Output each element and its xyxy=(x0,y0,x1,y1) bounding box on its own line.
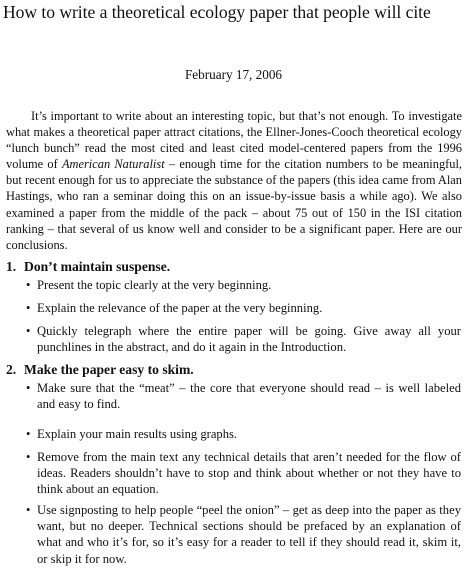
document-title: How to write a theoretical ecology paper that people will cite xyxy=(3,2,431,22)
section-heading-1 xyxy=(6,259,170,275)
bullet-text: Explain the relevance of the paper at the very beginning. xyxy=(37,301,323,315)
bullet-text: Use signposting to help people “peel the onion” – get as deep into the paper as they want, but no deeper. Technical sections should be prefaced by an explanation of what and who it’s for, so it’s easy for a reader to tell if they should read it, skim it, or skip it for now. xyxy=(37,503,461,566)
document-date: February 17, 2006 xyxy=(184,67,283,82)
bullet-icon: • xyxy=(26,427,31,441)
bullet-text: Remove from the main text any technical details that aren’t needed for the flow of ideas. Readers shouldn’t have to stop and think about whether or not they have to think about an equation. xyxy=(37,450,461,497)
bullet-icon: • xyxy=(26,450,31,464)
intro-paragraph xyxy=(6,108,462,253)
bullet-text: Quickly telegraph where the entire paper will be going. Give away all your punchlines in the abstract, and do it again in the Introduction. xyxy=(37,324,461,355)
bullet-icon: • xyxy=(26,301,31,315)
section-heading-2 xyxy=(6,362,194,378)
section-title: Don’t maintain suspense. xyxy=(24,259,171,274)
bullet-icon: • xyxy=(26,503,31,517)
bullet-icon: • xyxy=(26,381,31,395)
bullet-text: Present the topic clearly at the very beginning. xyxy=(37,278,272,292)
intro-text-part1: It’s important to write about an interesting topic, but that’s not enough. To investigate what makes a theoretical paper attract citations, the Ellner-Jones-Cooch theoretical ecology “lunch bunch” read the most cited and least cited model-centered papers from the 1996 volume of xyxy=(6,109,462,172)
section-number: 1. xyxy=(6,259,17,274)
bullet-icon: • xyxy=(26,324,31,338)
bullet-text: Explain your main results using graphs. xyxy=(37,427,238,441)
section-title: Make the paper easy to skim. xyxy=(24,362,194,377)
bullet-text: Make sure that the “meat” – the core that everyone should read – is well labeled and easy to find. xyxy=(37,381,461,412)
bullet-icon: • xyxy=(26,278,31,292)
section-number: 2. xyxy=(6,362,17,377)
journal-name: American Naturalist xyxy=(61,157,165,172)
intro-text-part2: – enough time for the citation numbers to be meaningful, but recent enough for us to appreciate the substance of the papers (this idea came from Alan Hastings, who ran a seminar doing this on an issue-by-issue basis a while ago). We also examined a paper from the middle of the pack – about 75 out of 150 in the ISI citation ranking – that several of us know well and consider to be a significant paper. Here are our conclusions. xyxy=(6,157,462,252)
